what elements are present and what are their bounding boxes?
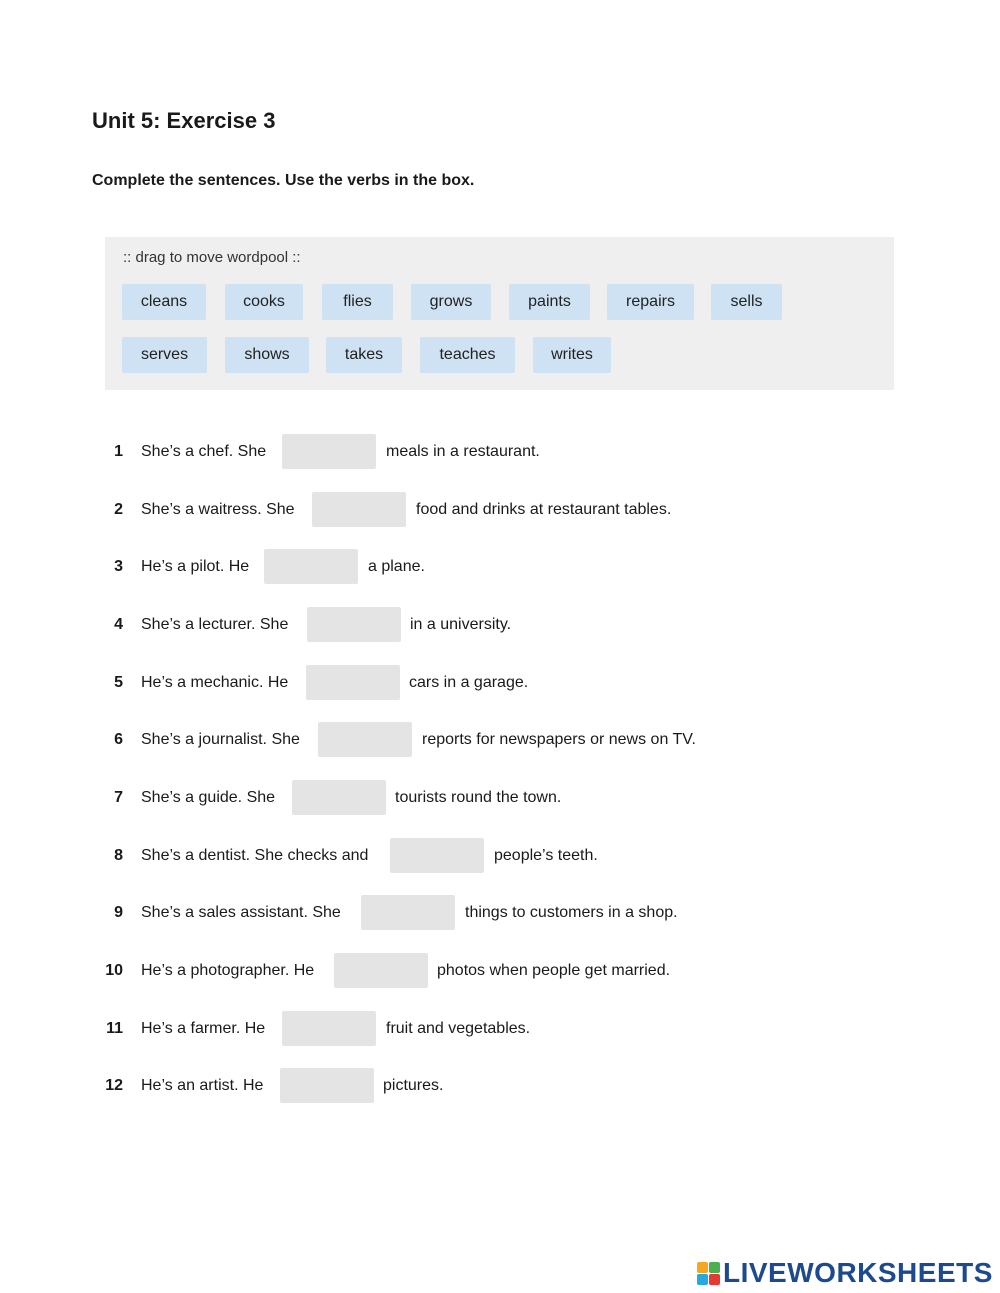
- logo-text: LIVEWORKSHEETS: [723, 1257, 993, 1288]
- answer-blank[interactable]: [264, 549, 358, 584]
- word-chip[interactable]: writes: [533, 337, 611, 373]
- answer-blank[interactable]: [282, 434, 376, 469]
- answer-blank[interactable]: [306, 665, 400, 700]
- sentence-end: people’s teeth.: [494, 847, 598, 864]
- answer-blank[interactable]: [292, 780, 386, 815]
- sentence-end: meals in a restaurant.: [386, 443, 540, 460]
- word-chip[interactable]: flies: [322, 284, 393, 320]
- question-number: 9: [114, 904, 123, 921]
- sentence-end: pictures.: [383, 1077, 444, 1094]
- sentence-start: He’s a mechanic. He: [141, 674, 289, 691]
- sentence-start: She’s a chef. She: [141, 443, 267, 460]
- answer-blank[interactable]: [312, 492, 406, 527]
- word-chip[interactable]: shows: [225, 337, 309, 373]
- word-chip[interactable]: serves: [122, 337, 207, 373]
- sentence-start: He’s a pilot. He: [141, 558, 250, 575]
- question-number: 12: [105, 1077, 123, 1094]
- question-number: 7: [114, 789, 123, 806]
- answer-blank[interactable]: [282, 1011, 376, 1046]
- word-chip[interactable]: teaches: [420, 337, 515, 373]
- answer-blank[interactable]: [361, 895, 455, 930]
- instructions: Complete the sentences. Use the verbs in the box.: [92, 172, 475, 189]
- answer-blank[interactable]: [334, 953, 428, 988]
- answer-blank[interactable]: [390, 838, 484, 873]
- answer-blank[interactable]: [318, 722, 412, 757]
- word-chip[interactable]: sells: [711, 284, 782, 320]
- question-number: 3: [114, 558, 123, 575]
- sentence-end: cars in a garage.: [409, 674, 529, 691]
- question-number: 2: [114, 501, 123, 518]
- question-number: 4: [114, 616, 123, 633]
- sentence-start: She’s a waitress. She: [141, 501, 295, 518]
- page-title: Unit 5: Exercise 3: [92, 108, 276, 133]
- sentence-start: She’s a lecturer. She: [141, 616, 289, 633]
- sentence-end: reports for newspapers or news on TV.: [422, 731, 696, 748]
- sentence-end: things to customers in a shop.: [465, 904, 678, 921]
- logo-square: [709, 1274, 720, 1285]
- word-chip[interactable]: paints: [509, 284, 590, 320]
- sentence-end: food and drinks at restaurant tables.: [416, 501, 672, 518]
- logo-square: [697, 1262, 708, 1273]
- sentence-start: He’s a farmer. He: [141, 1020, 266, 1037]
- sentence-end: in a university.: [410, 616, 512, 633]
- logo-square: [709, 1262, 720, 1273]
- sentence-start: She’s a guide. She: [141, 789, 276, 806]
- word-chip[interactable]: grows: [411, 284, 491, 320]
- answer-blank[interactable]: [280, 1068, 374, 1103]
- word-chip[interactable]: repairs: [607, 284, 694, 320]
- sentence-start: She’s a dentist. She checks and: [141, 847, 369, 864]
- logo-square: [697, 1274, 708, 1285]
- question-number: 11: [106, 1020, 123, 1037]
- logo-mark-icon: [697, 1262, 720, 1285]
- word-chip[interactable]: cooks: [225, 284, 303, 320]
- sentence-end: fruit and vegetables.: [386, 1020, 531, 1037]
- liveworksheets-logo: [697, 1258, 993, 1288]
- sentence-start: She’s a sales assistant. She: [141, 904, 341, 921]
- question-number: 10: [105, 962, 123, 979]
- question-number: 6: [114, 731, 123, 748]
- word-chip[interactable]: cleans: [122, 284, 206, 320]
- sentence-end: tourists round the town.: [395, 789, 562, 806]
- wordpool[interactable]: [105, 237, 894, 390]
- sentence-start: She’s a journalist. She: [141, 731, 300, 748]
- wordpool-drag-handle[interactable]: :: drag to move wordpool ::: [123, 249, 301, 266]
- sentence-end: photos when people get married.: [437, 962, 671, 979]
- sentence-end: a plane.: [368, 558, 425, 575]
- question-number: 8: [114, 847, 123, 864]
- question-number: 1: [114, 443, 123, 460]
- sentence-start: He’s an artist. He: [141, 1077, 264, 1094]
- word-chip[interactable]: takes: [326, 337, 402, 373]
- sentence-start: He’s a photographer. He: [141, 962, 315, 979]
- answer-blank[interactable]: [307, 607, 401, 642]
- question-number: 5: [114, 674, 123, 691]
